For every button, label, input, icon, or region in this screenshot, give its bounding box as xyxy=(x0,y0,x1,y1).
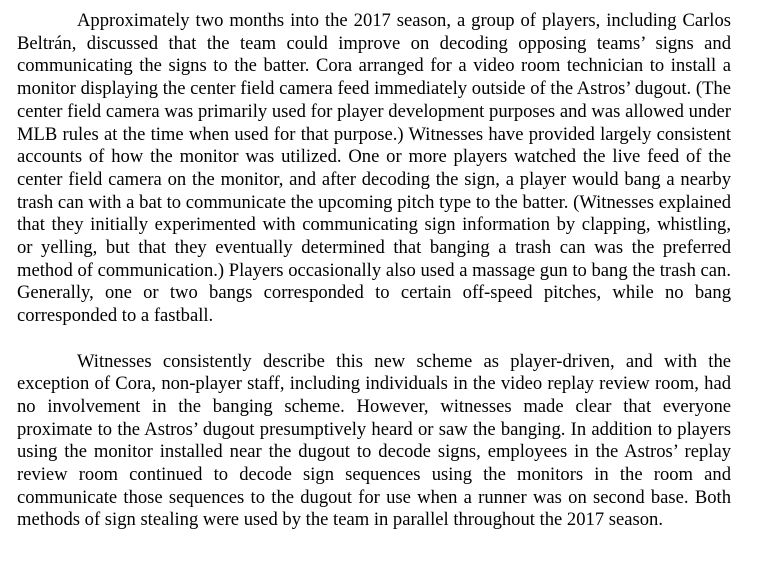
paragraph-2: Witnesses consistently describe this new scheme as player-driven, and with the exception of Cora, non-player staff, including individuals in the video replay review room, had no involvement in the banging scheme. However, witnesses made clear that everyone proximate to the Astros’ dugout presumptively heard or saw the banging. In addition to players using the monitor installed near the dugout to decode signs, employees in the Astros’ replay review room continued to decode sign sequences using the monitors in the room and communicate those sequences to the dugout for use when a runner was on second base. Both methods of sign stealing were used by the team in parallel throughout the 2017 season. xyxy=(17,350,731,531)
document-page xyxy=(17,10,731,532)
paragraph-1: Approximately two months into the 2017 season, a group of players, including Carlos Beltrán, discussed that the team could improve on decoding opposing teams’ signs and communicating the signs to the batter. Cora arranged for a video room technician to install a monitor displaying the center field camera feed immediately outside of the Astros’ dugout. (The center field camera was primarily used for player development purposes and was allowed under MLB rules at the time when used for that purpose.) Witnesses have provided largely consistent accounts of how the monitor was utilized. One or more players watched the live feed of the center field camera on the monitor, and after decoding the sign, a player would bang a nearby trash can with a bat to communicate the upcoming pitch type to the batter. (Witnesses explained that they initially experimented with communicating sign information by clapping, whistling, or yelling, but that they eventually determined that banging a trash can was the preferred method of communication.) Players occasionally also used a massage gun to bang the trash can. Generally, one or two bangs corresponded to certain off-speed pitches, while no bang corresponded to a fastball. xyxy=(17,10,731,327)
